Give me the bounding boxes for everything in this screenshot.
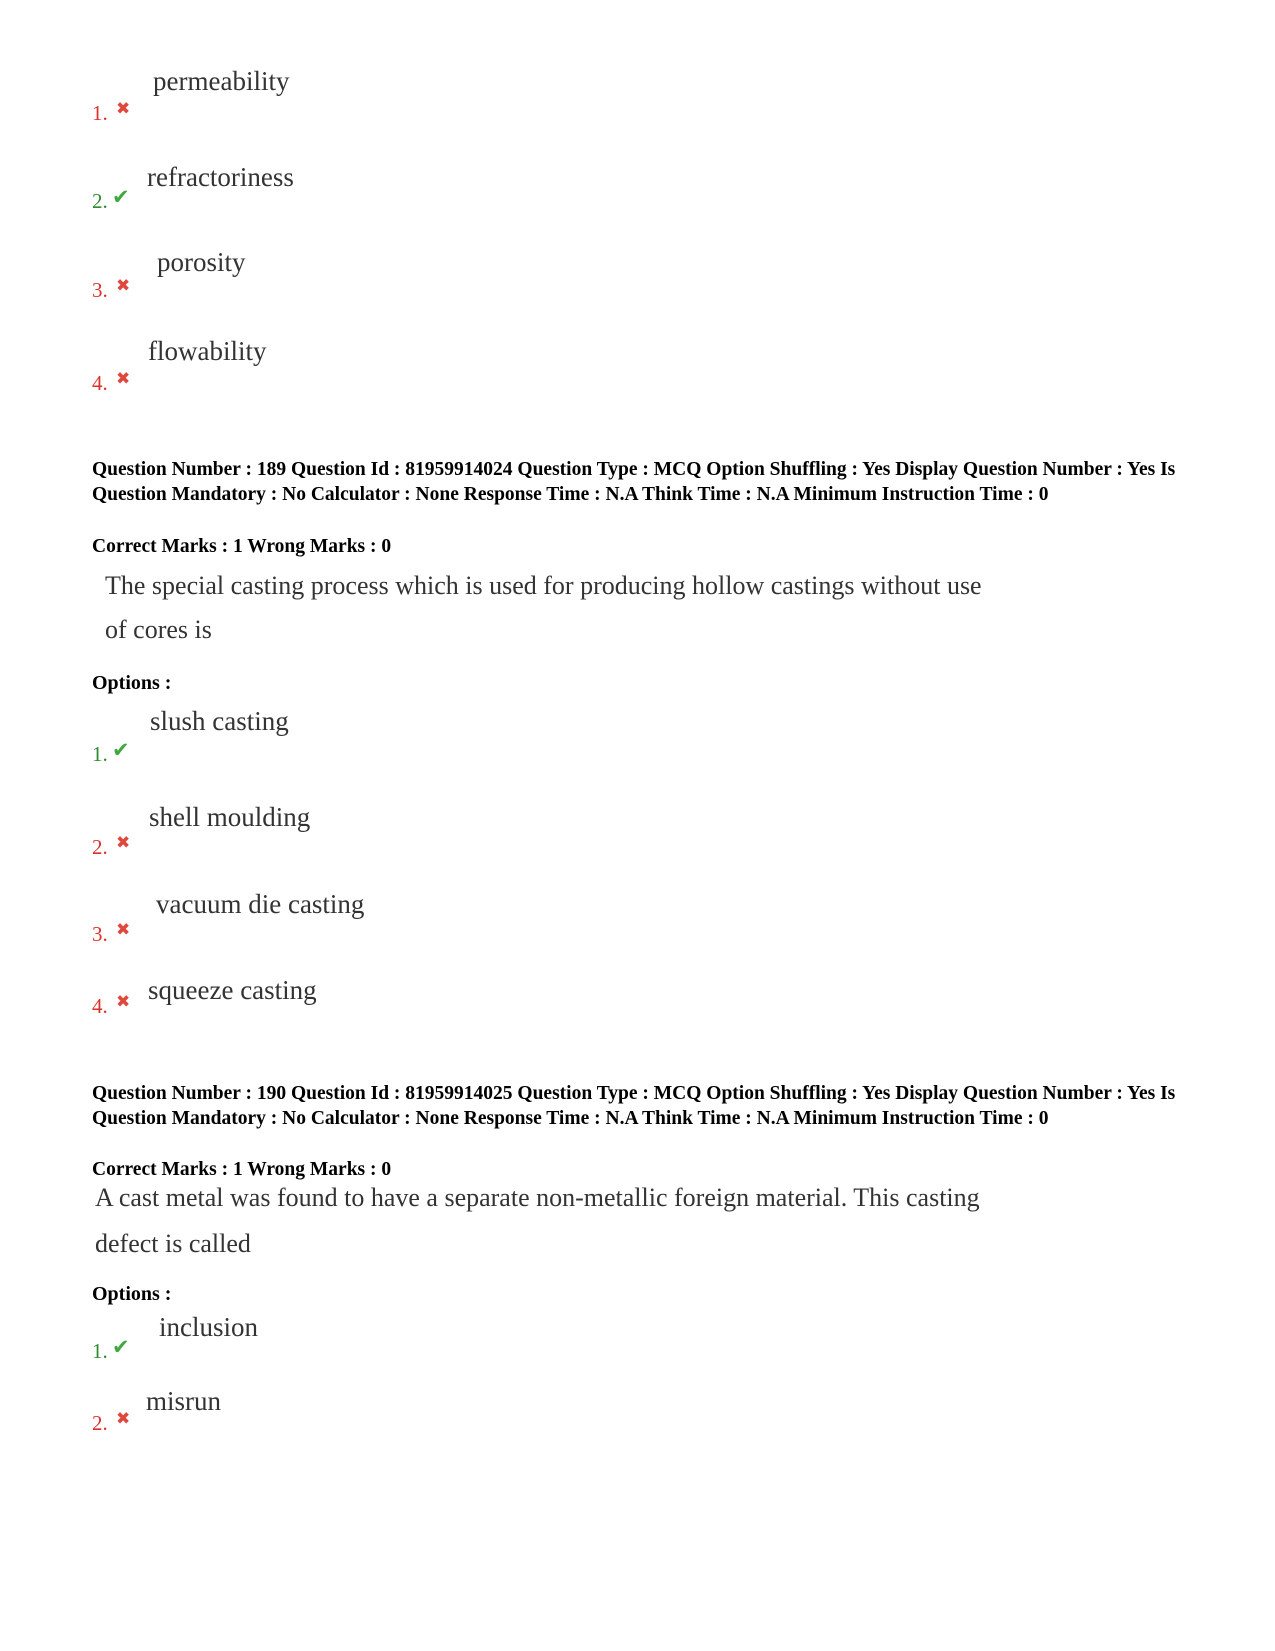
cross-icon: ✖ bbox=[116, 920, 131, 940]
option-number: 4. bbox=[92, 994, 108, 1018]
option-number: 1. bbox=[92, 1339, 108, 1363]
cross-icon: ✖ bbox=[116, 369, 131, 389]
options-label: Options : bbox=[92, 672, 172, 694]
option-number: 2. bbox=[92, 1411, 108, 1435]
option-number: 1. bbox=[92, 101, 108, 125]
option-number: 1. bbox=[92, 742, 108, 766]
option-number: 2. bbox=[92, 835, 108, 859]
question-metadata: Question Number : 190 Question Id : 81959914025 Question Type : MCQ Option Shuffling : Yes Display Question Number : Yes Is Question Mandatory : No Calculator : None Response Time : N.A Think Time : N.A Minimum Instruction Time : 0 bbox=[92, 1083, 1176, 1129]
question-text-line-1: The special casting process which is used for producing hollow castings without use bbox=[105, 571, 982, 600]
option-text: porosity bbox=[157, 247, 246, 277]
check-icon: ✔ bbox=[112, 185, 130, 209]
option-number: 3. bbox=[92, 278, 108, 302]
option-text: flowability bbox=[148, 336, 267, 366]
cross-icon: ✖ bbox=[116, 1409, 131, 1429]
cross-icon: ✖ bbox=[116, 992, 131, 1012]
option-text: permeability bbox=[153, 66, 290, 96]
question-text-line-2: defect is called bbox=[95, 1229, 251, 1258]
cross-icon: ✖ bbox=[116, 833, 131, 853]
option-text: squeeze casting bbox=[148, 975, 317, 1005]
option-number: 4. bbox=[92, 371, 108, 395]
options-label: Options : bbox=[92, 1283, 172, 1305]
option-number: 2. bbox=[92, 189, 108, 213]
cross-icon: ✖ bbox=[116, 276, 131, 296]
option-number: 3. bbox=[92, 922, 108, 946]
question-text-line-2: of cores is bbox=[105, 615, 212, 644]
option-text: slush casting bbox=[150, 706, 289, 736]
cross-icon: ✖ bbox=[116, 99, 131, 119]
option-text: shell moulding bbox=[149, 802, 311, 832]
question-marks: Correct Marks : 1 Wrong Marks : 0 bbox=[92, 536, 392, 557]
option-text: refractoriness bbox=[147, 162, 294, 192]
option-text: inclusion bbox=[159, 1312, 258, 1342]
check-icon: ✔ bbox=[112, 1335, 130, 1359]
question-text-line-1: A cast metal was found to have a separate non-metallic foreign material. This casting bbox=[95, 1183, 980, 1212]
question-metadata: Question Number : 189 Question Id : 81959914024 Question Type : MCQ Option Shuffling : Yes Display Question Number : Yes Is Question Mandatory : No Calculator : None Response Time : N.A Think Time : N.A Minimum Instruction Time : 0 bbox=[92, 459, 1176, 505]
question-marks: Correct Marks : 1 Wrong Marks : 0 bbox=[92, 1159, 392, 1180]
option-text: misrun bbox=[146, 1386, 222, 1416]
check-icon: ✔ bbox=[112, 738, 130, 762]
option-text: vacuum die casting bbox=[156, 889, 365, 919]
